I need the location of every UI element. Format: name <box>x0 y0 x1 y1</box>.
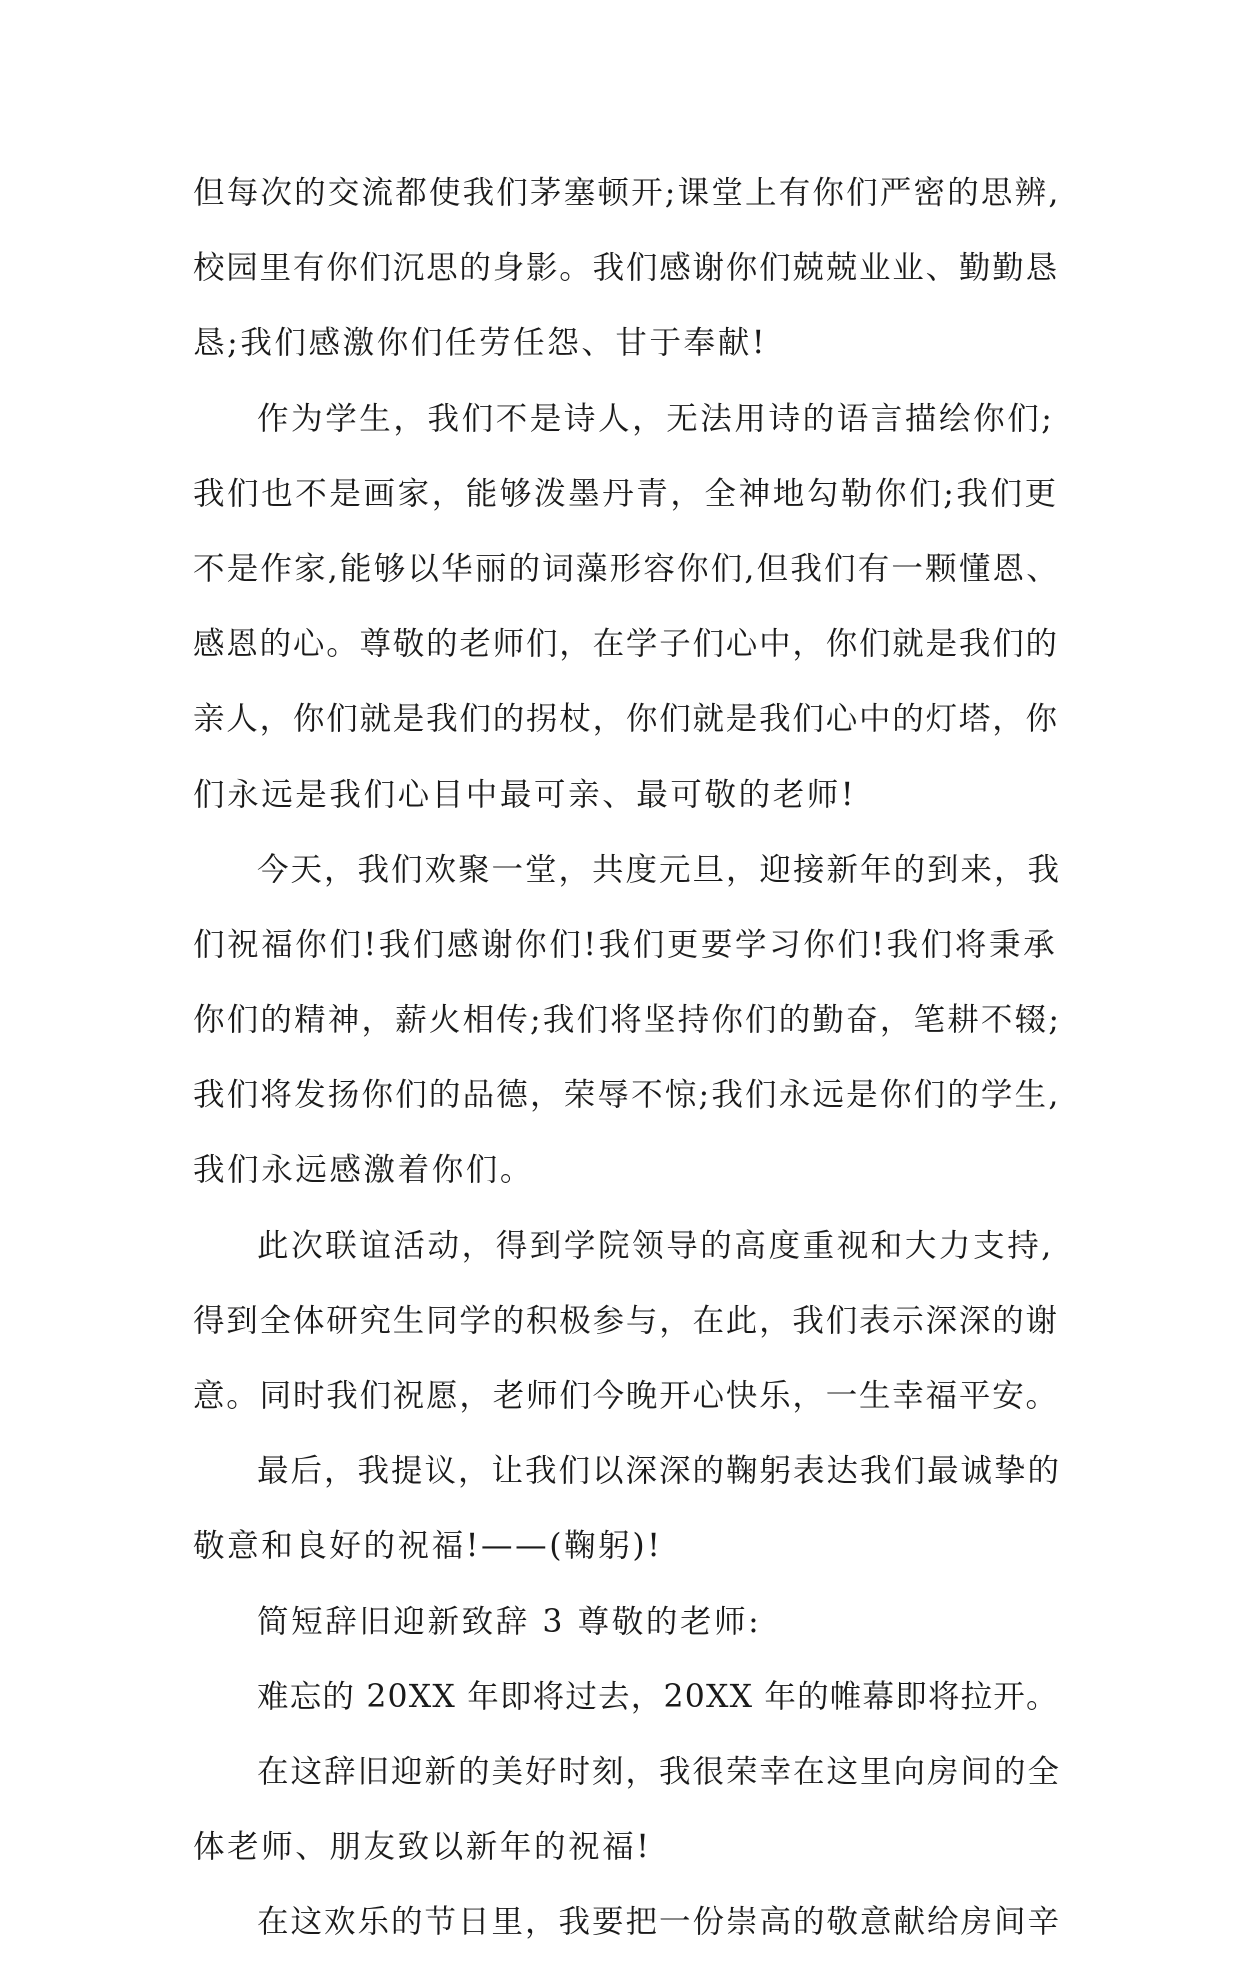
text-line: 简短辞旧迎新致辞 3 尊敬的老师: <box>257 1603 762 1640</box>
text-line: 体老师、朋友致以新年的祝福! <box>193 1829 652 1866</box>
text-line: 你们的精神，薪火相传;我们将坚持你们的勤奋，笔耕不辍; <box>193 1002 1062 1039</box>
text-line: 们永远是我们心目中最可亲、最可敬的老师! <box>193 776 857 813</box>
text-line: 此次联谊活动，得到学院领导的高度重视和大力支持, <box>257 1227 1054 1264</box>
text-line: 们祝福你们!我们感谢你们!我们更要学习你们!我们将秉承 <box>193 926 1058 963</box>
text-line: 难忘的 20XX 年即将过去，20XX 年的帷幕即将拉开。 <box>257 1678 1059 1715</box>
text-line: 我们将发扬你们的品德，荣辱不惊;我们永远是你们的学生, <box>193 1077 1061 1114</box>
text-line: 不是作家,能够以华丽的词藻形容你们,但我们有一颗懂恩、 <box>193 550 1060 587</box>
text-line: 今天，我们欢聚一堂，共度元旦，迎接新年的到来，我 <box>257 851 1062 888</box>
text-line: 意。同时我们祝愿，老师们今晚开心快乐，一生幸福平安。 <box>193 1378 1059 1414</box>
text-line: 校园里有你们沉思的身影。我们感谢你们兢兢业业、勤勤恳 <box>193 250 1059 287</box>
text-line: 但每次的交流都使我们茅塞顿开;课堂上有你们严密的思辨, <box>193 175 1061 211</box>
text-line: 我们也不是画家，能够泼墨丹青，全神地勾勒你们;我们更 <box>193 475 1059 512</box>
text-line: 我们永远感激着你们。 <box>193 1152 535 1189</box>
text-line: 得到全体研究生同学的积极参与，在此，我们表示深深的谢 <box>193 1302 1059 1339</box>
text-line: 敬意和良好的祝福!——(鞠躬)! <box>193 1528 663 1565</box>
text-line: 最后，我提议，让我们以深深的鞠躬表达我们最诚挚的 <box>257 1453 1062 1490</box>
text-line: 感恩的心。尊敬的老师们，在学子们心中，你们就是我们的 <box>193 626 1059 663</box>
text-line: 在这欢乐的节日里，我要把一份崇高的敬意献给房间辛 <box>257 1904 1062 1941</box>
text-line: 在这辞旧迎新的美好时刻，我很荣幸在这里向房间的全 <box>257 1753 1062 1790</box>
text-line: 恳;我们感激你们任劳任怨、甘于奉献! <box>193 325 768 362</box>
document-body <box>193 156 1061 1961</box>
text-line: 亲人，你们就是我们的拐杖，你们就是我们心中的灯塔，你 <box>193 701 1059 738</box>
text-line: 作为学生，我们不是诗人，无法用诗的语言描绘你们; <box>257 400 1055 437</box>
